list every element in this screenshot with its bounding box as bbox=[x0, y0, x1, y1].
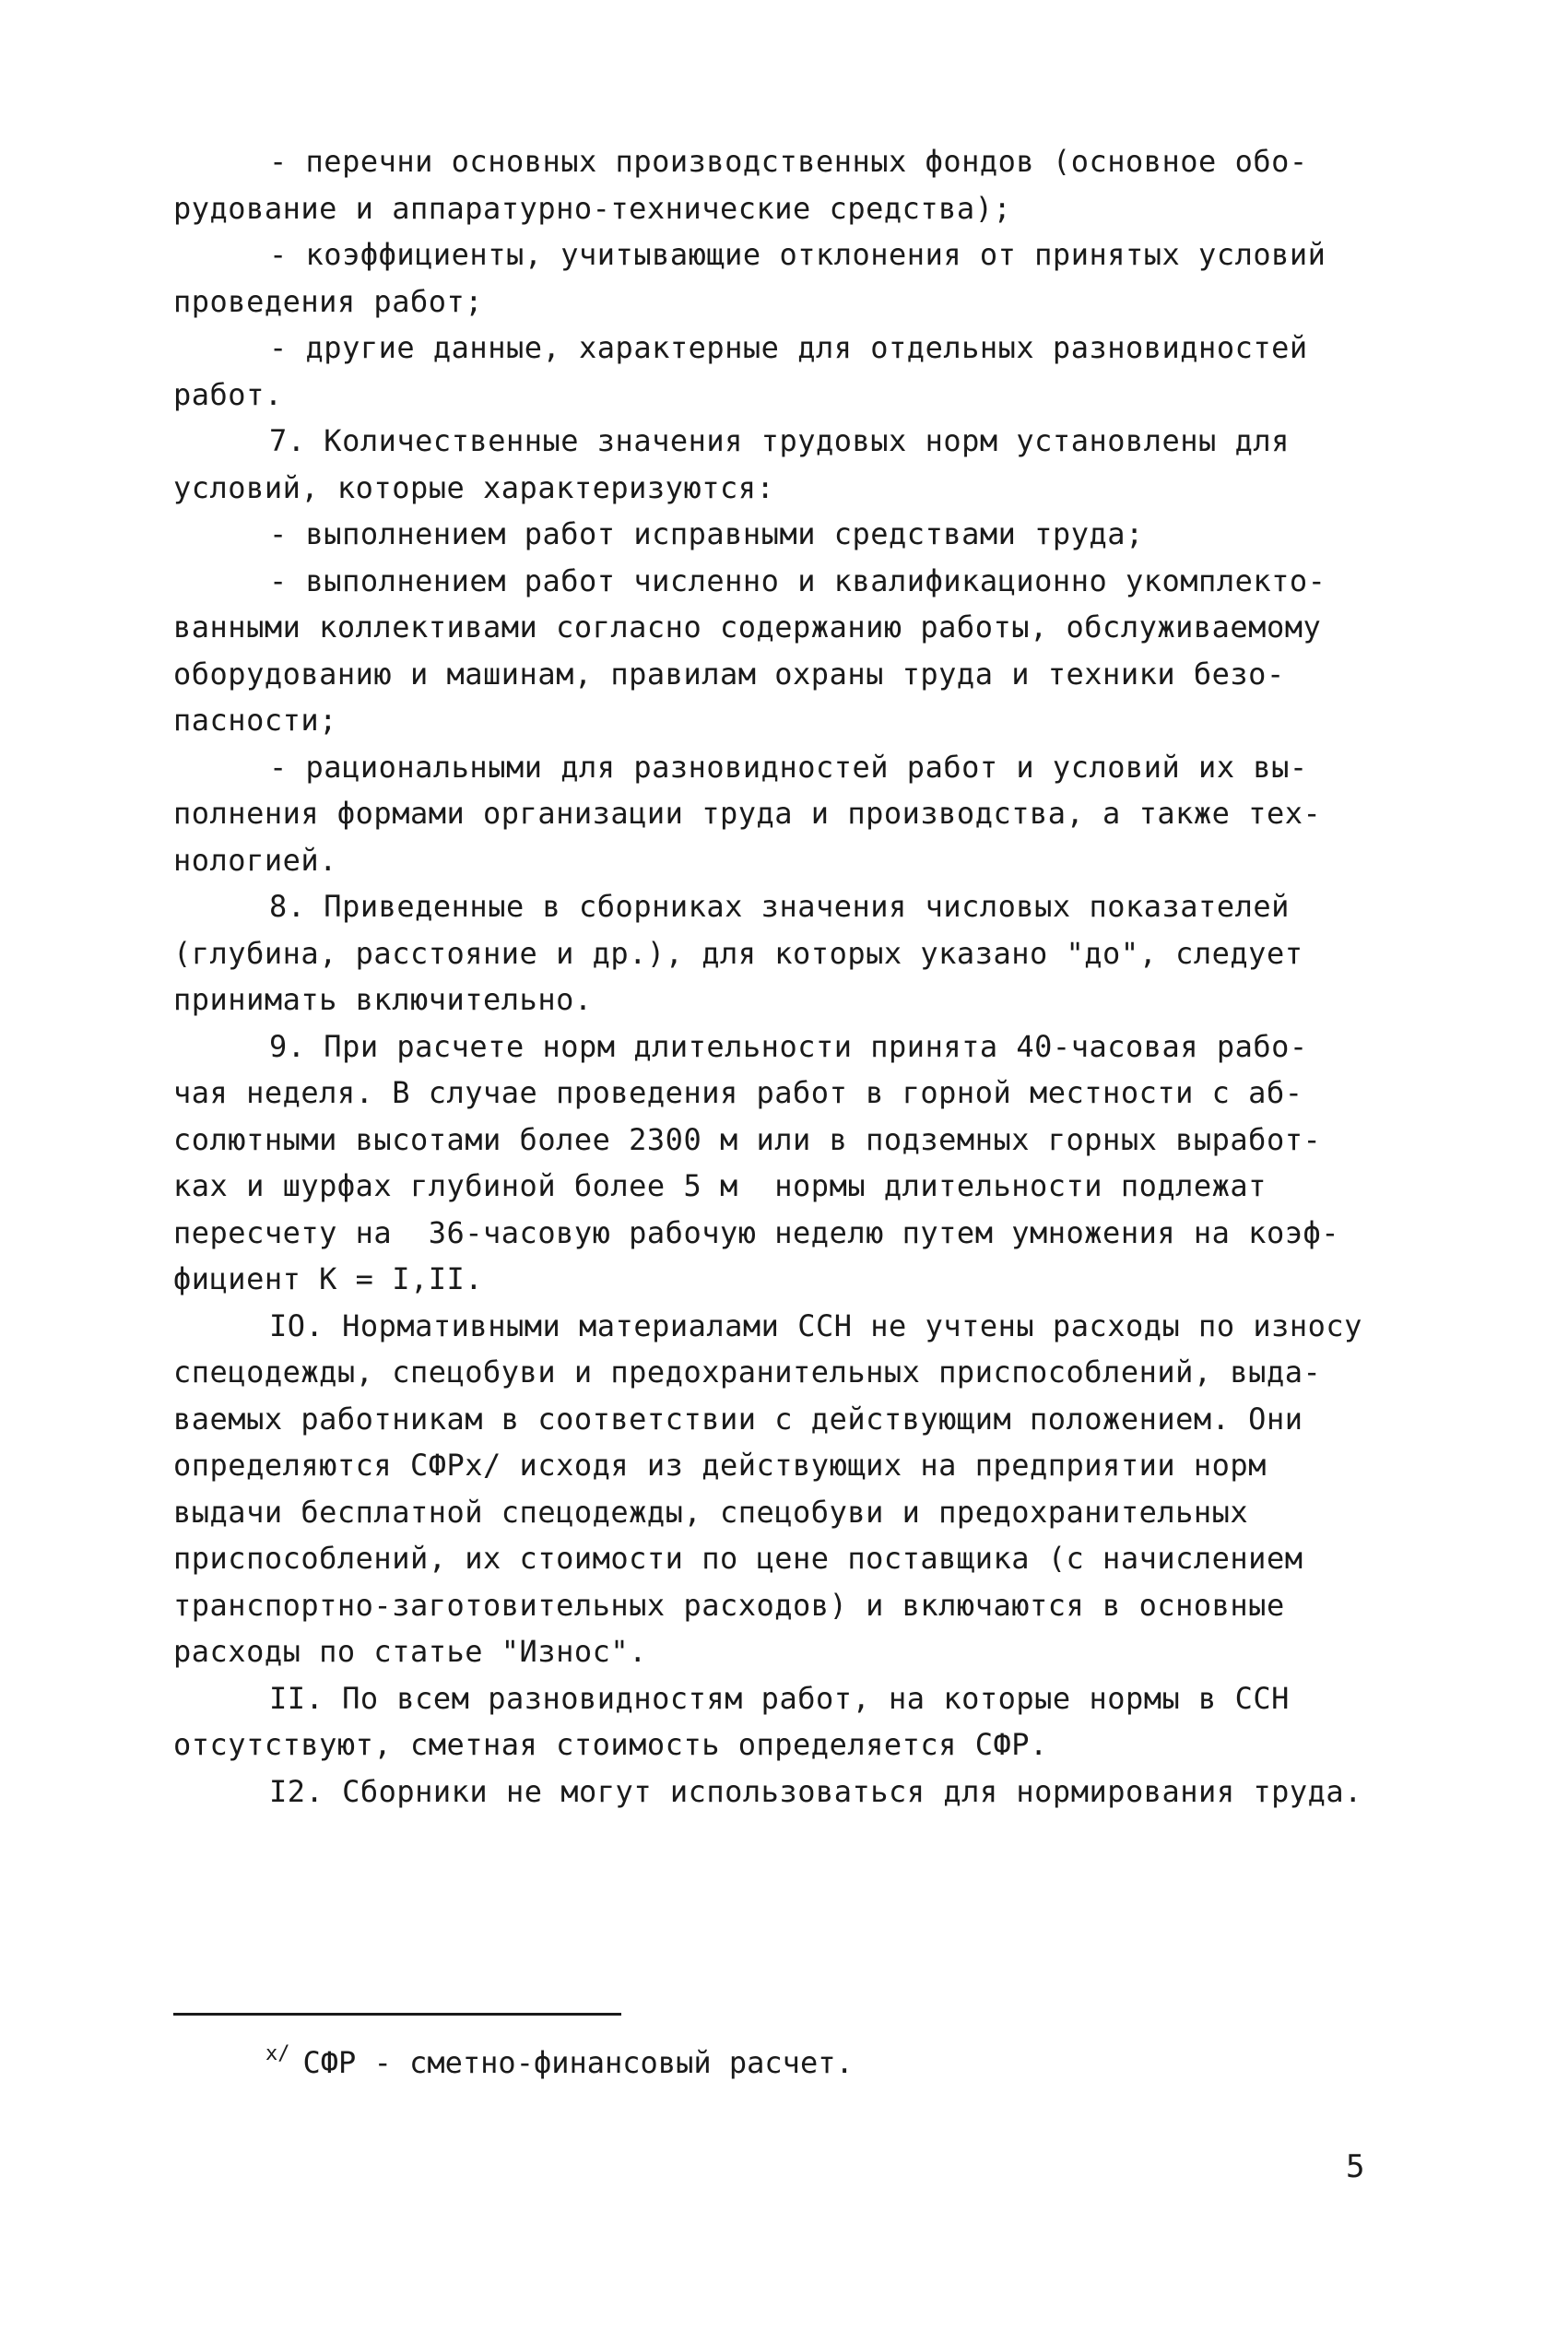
text-line: определяются СФРх/ исходя из действующих на предприятии норм bbox=[173, 1448, 1267, 1483]
text-line: ванными коллективами согласно содержанию работы, обслуживаемому bbox=[173, 609, 1322, 645]
footnote-text: СФР - сметно-финансовый расчет. bbox=[302, 2045, 854, 2080]
text-line: приспособлений, их стоимости по цене поставщика (с начислением bbox=[173, 1541, 1303, 1576]
text-line: принимать включительно. bbox=[173, 982, 593, 1017]
footnote-mark: х/ bbox=[265, 2042, 290, 2065]
text-line: - рациональными для разновидностей работ и условий их вы- bbox=[269, 749, 1308, 785]
text-line: чая неделя. В случае проведения работ в горной местности с аб- bbox=[173, 1075, 1303, 1110]
text-line: полнения формами организации труда и производства, а также тех- bbox=[173, 796, 1322, 831]
text-line: расходы по статье "Износ". bbox=[173, 1634, 647, 1669]
text-line: 7. Количественные значения трудовых норм установлены для bbox=[269, 423, 1290, 458]
footnote-divider bbox=[173, 2013, 621, 2016]
text-line: 8. Приведенные в сборниках значения числовых показателей bbox=[269, 889, 1290, 924]
text-line: солютными высотами более 2300 м или в подземных горных выработ- bbox=[173, 1121, 1322, 1157]
footnote bbox=[265, 2040, 854, 2090]
text-line: спецодежды, спецобуви и предохранительных приспособлений, выда- bbox=[173, 1354, 1322, 1390]
text-line: транспортно-заготовительных расходов) и включаются в основные bbox=[173, 1587, 1285, 1623]
text-line: - коэффициенты, учитывающие отклонения от принятых условий bbox=[269, 237, 1326, 272]
text-line: проведения работ; bbox=[173, 283, 484, 319]
text-line: пересчету на 36-часовую рабочую неделю путем умножения на коэф- bbox=[173, 1214, 1339, 1250]
text-line: - другие данные, характерные для отдельных разновидностей bbox=[269, 330, 1308, 365]
text-line: 9. При расчете норм длительности принята 40-часовая рабо- bbox=[269, 1028, 1308, 1064]
text-line: условий, которые характеризуются: bbox=[173, 469, 775, 505]
text-line: II. По всем разновидностям работ, на которые нормы в ССН bbox=[269, 1680, 1290, 1716]
text-line: фициент К = I,II. bbox=[173, 1261, 484, 1296]
text-line: I2. Сборники не могут использоваться для нормирования труда. bbox=[269, 1773, 1362, 1809]
text-line: отсутствуют, сметная стоимость определяется СФР. bbox=[173, 1727, 1048, 1762]
page-number: 5 bbox=[1346, 2148, 1365, 2185]
body-text bbox=[173, 138, 1413, 1815]
text-line: (глубина, расстояние и др.), для которых указано "до", следует bbox=[173, 935, 1303, 971]
text-line: работ. bbox=[173, 376, 283, 412]
text-line: рудование и аппаратурно-технические средства); bbox=[173, 190, 1012, 226]
text-line: выдачи бесплатной спецодежды, спецобуви и предохранительных bbox=[173, 1494, 1249, 1530]
text-line: - выполнением работ численно и квалификационно укомплекто- bbox=[269, 562, 1326, 598]
text-line: пасности; bbox=[173, 703, 337, 738]
text-line: нологией. bbox=[173, 842, 337, 878]
text-line: - перечни основных производственных фондов (основное обо- bbox=[269, 144, 1308, 179]
text-line: - выполнением работ исправными средствами труда; bbox=[269, 516, 1144, 551]
text-line: оборудованию и машинам, правилам охраны труда и техники безо- bbox=[173, 656, 1285, 692]
text-line: IO. Нормативными материалами ССН не учтены расходы по износу bbox=[269, 1307, 1362, 1343]
text-line: ках и шурфах глубиной более 5 м нормы длительности подлежат bbox=[173, 1168, 1267, 1203]
text-line: ваемых работникам в соответствии с действующим положением. Они bbox=[173, 1401, 1303, 1437]
